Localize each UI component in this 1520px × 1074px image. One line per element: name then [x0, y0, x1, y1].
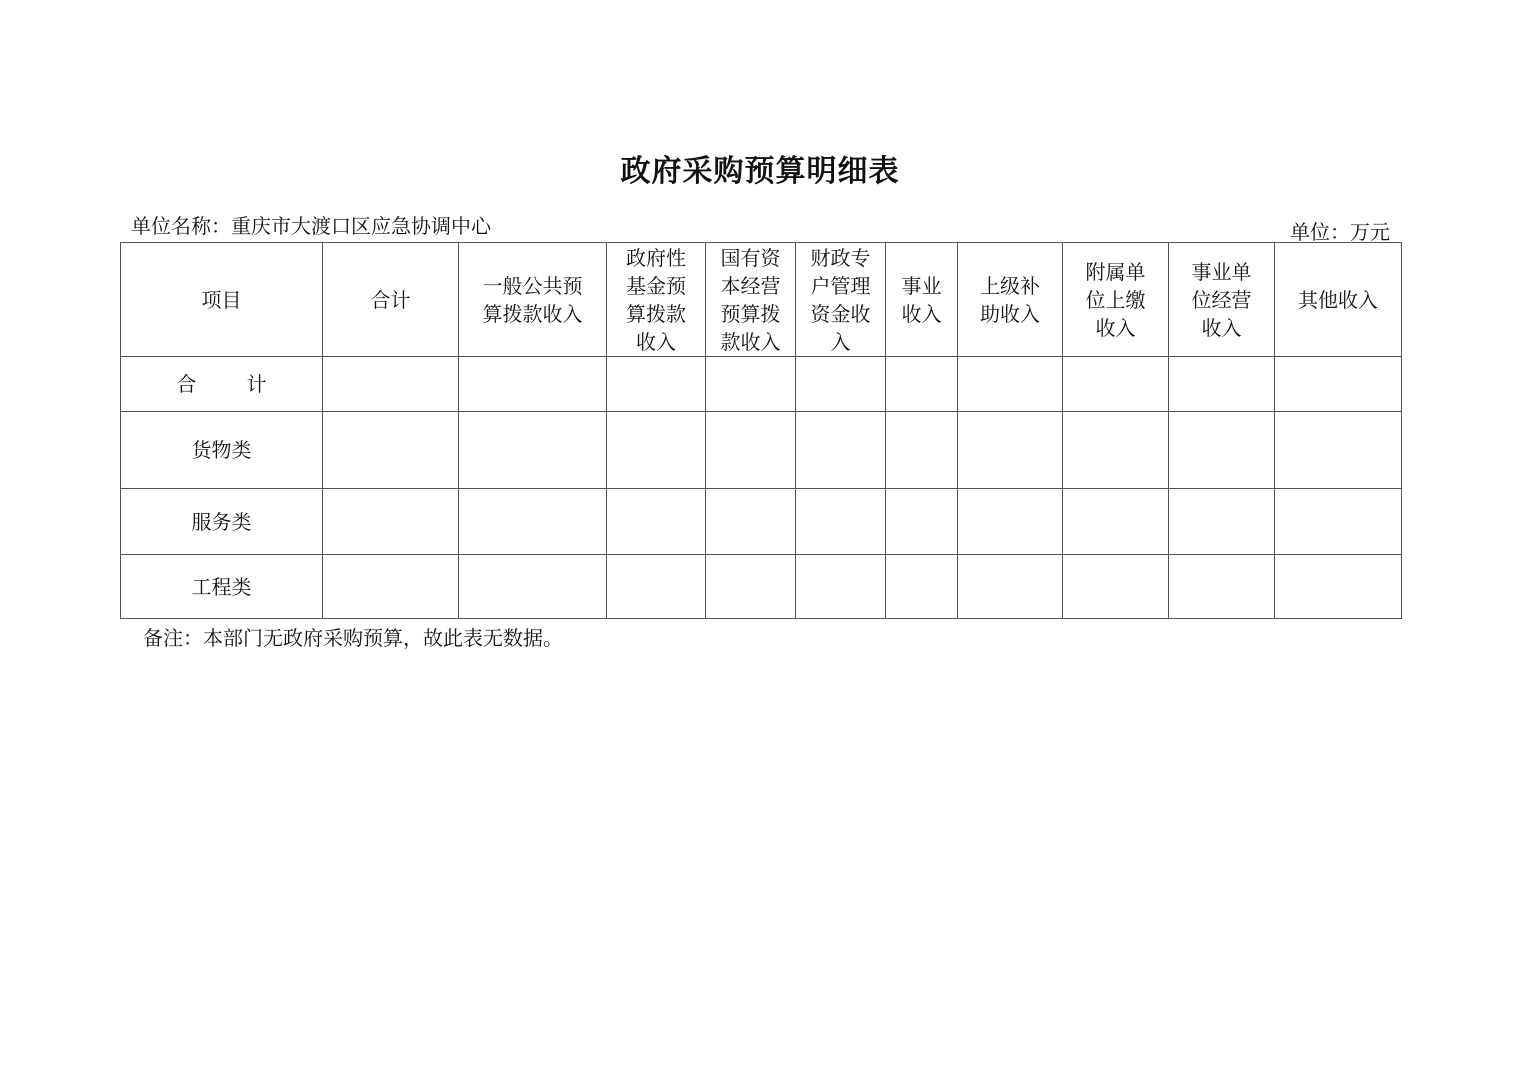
table-cell: [1169, 357, 1275, 412]
table-cell: [706, 357, 796, 412]
table-row: [121, 555, 1402, 619]
table-cell: [706, 489, 796, 555]
table-cell: [886, 357, 958, 412]
footnote: 备注：本部门无政府采购预算，故此表无数据。: [143, 626, 563, 650]
table-cell: [607, 489, 706, 555]
table-row: [121, 357, 1402, 412]
table-cell: [1063, 555, 1169, 619]
header-gov-fund: 政府性基金预算拨款收入: [607, 243, 706, 357]
table-row: [121, 489, 1402, 555]
table-cell: [1275, 555, 1402, 619]
row-label: 货物类: [121, 412, 323, 489]
page-title: 政府采购预算明细表: [620, 154, 900, 189]
table-cell: [706, 412, 796, 489]
table-cell: [459, 412, 607, 489]
table-cell: [796, 357, 886, 412]
table-cell: [958, 489, 1063, 555]
header-business-income: 事业收入: [886, 243, 958, 357]
table-cell: [1169, 412, 1275, 489]
table-cell: [958, 357, 1063, 412]
table-cell: [1169, 555, 1275, 619]
header-general-budget: 一般公共预算拨款收入: [459, 243, 607, 357]
header-superior-subsidy: 上级补助收入: [958, 243, 1063, 357]
table-cell: [459, 489, 607, 555]
table-cell: [323, 489, 459, 555]
budget-table: [120, 242, 1402, 619]
header-total: 合计: [323, 243, 459, 357]
table-row: [121, 412, 1402, 489]
table-cell: [958, 555, 1063, 619]
table-cell: [958, 412, 1063, 489]
header-affiliated-remit: 附属单位上缴收入: [1063, 243, 1169, 357]
table-cell: [323, 412, 459, 489]
table-cell: [323, 555, 459, 619]
table-cell: [459, 357, 607, 412]
row-label: 服务类: [121, 489, 323, 555]
header-row: [121, 243, 1402, 357]
table-cell: [796, 555, 886, 619]
table-cell: [1063, 357, 1169, 412]
table-cell: [459, 555, 607, 619]
table-cell: [1275, 489, 1402, 555]
unit-name: 单位名称：重庆市大渡口区应急协调中心: [131, 214, 491, 238]
header-item: 项目: [121, 243, 323, 357]
header-state-capital: 国有资本经营预算拨款收入: [706, 243, 796, 357]
table-cell: [1275, 357, 1402, 412]
header-other-income: 其他收入: [1275, 243, 1402, 357]
table-cell: [607, 412, 706, 489]
table-cell: [1063, 489, 1169, 555]
table-cell: [607, 357, 706, 412]
row-label: 工程类: [121, 555, 323, 619]
header-special-account: 财政专户管理资金收入: [796, 243, 886, 357]
table-cell: [1063, 412, 1169, 489]
table-cell: [706, 555, 796, 619]
table-cell: [607, 555, 706, 619]
table-cell: [886, 412, 958, 489]
table-cell: [886, 489, 958, 555]
table-cell: [323, 357, 459, 412]
table-cell: [1169, 489, 1275, 555]
table-cell: [886, 555, 958, 619]
unit-label: 单位：万元: [1290, 220, 1390, 244]
table-cell: [796, 489, 886, 555]
row-label: 合 计: [121, 357, 323, 412]
header-operating-income: 事业单位经营收入: [1169, 243, 1275, 357]
table-cell: [1275, 412, 1402, 489]
table-cell: [796, 412, 886, 489]
